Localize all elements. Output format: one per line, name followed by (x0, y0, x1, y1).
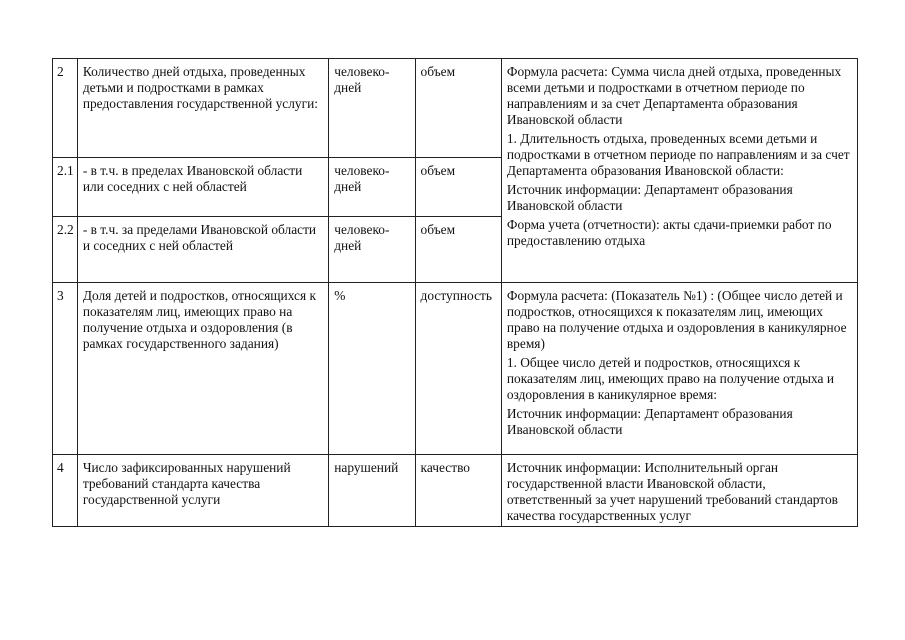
indicator-name: Доля детей и подростков, относящихся к показателям лиц, имеющих право на получение отдыха и оздоровления (в рамках государственного задания) (77, 283, 328, 455)
row-number: 2.1 (53, 158, 78, 217)
row-number: 3 (53, 283, 78, 455)
table-row (53, 59, 858, 158)
table-row (53, 283, 858, 455)
description-paragraph: 1. Длительность отдыха, проведенных всеми детьми и подростками в отчетном периоде по направлениям и за счет Департамента образования Ивановской области: (506, 131, 850, 178)
description-paragraph: 1. Общее число детей и подростков, относящихся к показателям лиц, имеющих право на получение отдыха и оздоровления в каникулярное время: (506, 355, 835, 402)
table-row (53, 455, 858, 527)
indicators-table (52, 58, 858, 527)
indicator-type: объем (415, 158, 501, 217)
description-paragraph: Источник информации: Исполнительный орган государственной власти Ивановской области, ответственный за учет нарушений требований стандартов качества государственных услуг (506, 460, 838, 523)
description-paragraph: Форма учета (отчетности): акты сдачи-приемки работ по предоставлению отдыха (506, 217, 832, 248)
row-number: 2.2 (53, 217, 78, 283)
unit-of-measure: % (329, 283, 415, 455)
indicator-name: Количество дней отдыха, проведенных детьми и подростками в рамках предоставления государственной услуги: (77, 59, 328, 158)
indicator-type: качество (415, 455, 501, 527)
description-paragraph: Источник информации: Департамент образования Ивановской области (506, 182, 793, 213)
indicator-name: Число зафиксированных нарушений требований стандарта качества государственной услуги (77, 455, 328, 527)
calculation-description (501, 455, 857, 527)
row-number: 4 (53, 455, 78, 527)
unit-of-measure: нарушений (329, 455, 415, 527)
calculation-description (501, 59, 857, 283)
description-paragraph: Источник информации: Департамент образования Ивановской области (506, 406, 793, 437)
indicator-type: объем (415, 217, 501, 283)
calculation-description (501, 283, 857, 455)
unit-of-measure: человеко-дней (329, 59, 415, 158)
indicator-name: - в т.ч. за пределами Ивановской области и соседних с ней областей (77, 217, 328, 283)
row-number: 2 (53, 59, 78, 158)
unit-of-measure: человеко-дней (329, 217, 415, 283)
indicator-name: - в т.ч. в пределах Ивановской области или соседних с ней областей (77, 158, 328, 217)
description-paragraph: Формула расчета: Сумма числа дней отдыха, проведенных всеми детьми и подростками в отчетном периоде по направлениям и за счет Департамента образования Ивановской области (506, 64, 842, 127)
indicator-type: доступность (415, 283, 501, 455)
description-paragraph: Формула расчета: (Показатель №1) : (Общее число детей и подростков, относящихся к показателям лиц, имеющих право на получение отдыха и оздоровления в каникулярное время) (506, 288, 847, 351)
unit-of-measure: человеко-дней (329, 158, 415, 217)
indicator-type: объем (415, 59, 501, 158)
